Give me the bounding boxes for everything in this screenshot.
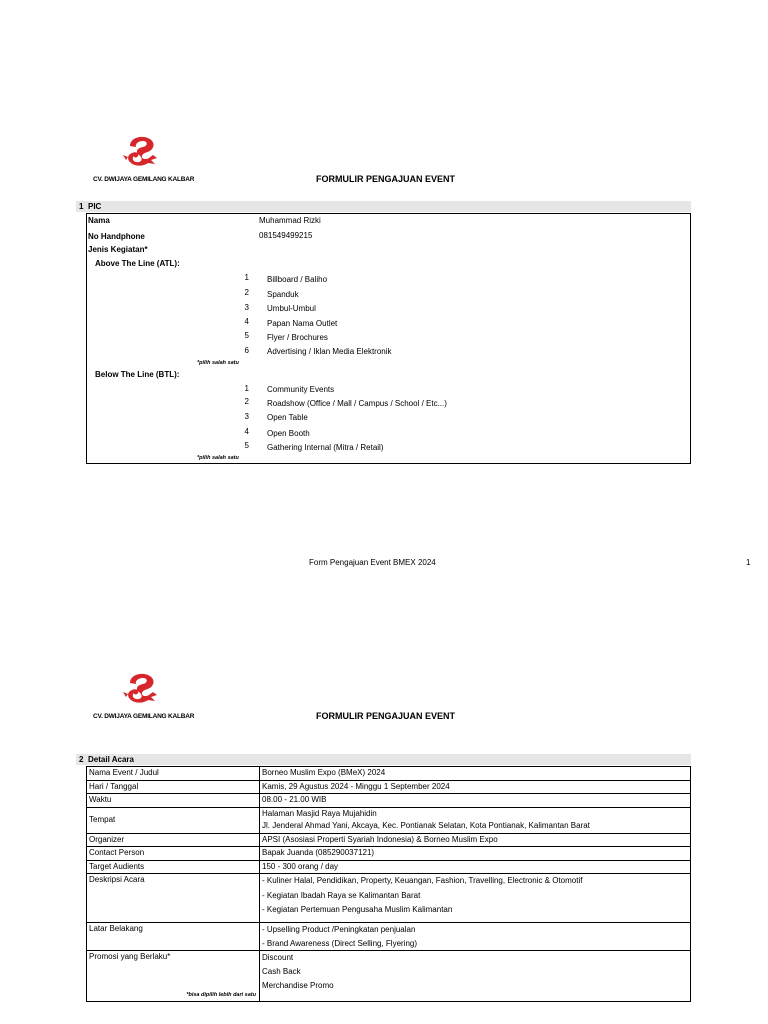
section-bar: [76, 201, 691, 212]
btl-note: *pilih salah satu: [197, 455, 239, 461]
atl-item[interactable]: Spanduk: [267, 290, 299, 299]
atl-item-number: 5: [244, 331, 249, 340]
company-logo-icon: [122, 136, 162, 170]
btl-item[interactable]: Community Events: [267, 385, 335, 394]
row-label: Latar Belakang: [87, 923, 260, 951]
atl-item-number: 4: [244, 317, 249, 326]
row-label: Nama Event / Judul: [87, 767, 260, 781]
row-label: Target Audients: [87, 860, 260, 874]
row-label: Waktu: [87, 794, 260, 808]
table-row: [87, 860, 691, 874]
btl-item-number: 5: [244, 441, 249, 450]
promosi-note: *bisa dipilih lebih dari satu: [186, 991, 256, 998]
table-row: [87, 807, 691, 833]
field-label: Jenis Kegiatan*: [88, 245, 148, 254]
table-row: [87, 874, 691, 923]
promosi-option: Discount: [262, 953, 294, 962]
field-label: Nama: [88, 216, 110, 225]
tempat-line: Jl. Jenderal Ahmad Yani, Akcaya, Kec. Pontianak Selatan, Kota Pontianak, Kalimantan Barat: [262, 821, 590, 830]
field-value-handphone[interactable]: 081549499215: [259, 231, 313, 240]
company-logo-icon: [122, 673, 162, 707]
promosi-option: Cash Back: [262, 967, 301, 976]
row-label: [87, 951, 260, 1002]
table-row: [87, 833, 691, 847]
row-label: [87, 807, 260, 833]
latar-line: - Upselling Product /Peningkatan penjualan: [262, 925, 416, 934]
section-bar: [76, 754, 691, 765]
row-label: [87, 874, 260, 923]
row-value[interactable]: [260, 923, 691, 951]
pic-box: [86, 213, 691, 464]
row-value[interactable]: 150 - 300 orang / day: [260, 860, 691, 874]
tempat-line: Halaman Masjid Raya Mujahidin: [262, 808, 377, 818]
atl-item-number: 2: [244, 288, 249, 297]
atl-item-number: 3: [244, 303, 249, 312]
page-number: 1: [746, 558, 751, 567]
latar-line: - Brand Awareness (Direct Selling, Flyering): [262, 938, 418, 948]
btl-item-number: 2: [244, 397, 249, 406]
row-label: Contact Person: [87, 847, 260, 861]
detail-table: [86, 766, 691, 1002]
row-value[interactable]: [260, 874, 691, 923]
table-row: [87, 780, 691, 794]
atl-item-number: 1: [244, 273, 249, 282]
btl-item-number: 3: [244, 412, 249, 421]
atl-item[interactable]: Flyer / Brochures: [267, 333, 328, 342]
row-label-text: Promosi yang Berlaku*: [89, 952, 171, 961]
btl-heading: Below The Line (BTL):: [95, 370, 180, 379]
table-row: [87, 951, 691, 1002]
atl-item-number: 6: [244, 346, 249, 355]
atl-heading: Above The Line (ATL):: [95, 259, 180, 268]
btl-item[interactable]: Open Table: [267, 413, 308, 422]
section-number: 2: [79, 755, 84, 764]
atl-item[interactable]: Papan Nama Outlet: [267, 319, 338, 328]
btl-item-number: 4: [244, 427, 249, 436]
btl-item[interactable]: Roadshow (Office / Mall / Campus / School / Etc...): [267, 399, 447, 408]
row-label: Hari / Tanggal: [87, 780, 260, 794]
promosi-option: Merchandise Promo: [262, 981, 334, 990]
page-footer: Form Pengajuan Event BMEX 2024: [309, 558, 436, 567]
btl-item[interactable]: Open Booth: [267, 429, 310, 438]
deskripsi-line: - Kegiatan Pertemuan Pengusaha Muslim Kalimantan: [262, 905, 453, 914]
atl-item[interactable]: Billboard / Baliho: [267, 275, 328, 284]
table-row: [87, 923, 691, 951]
btl-item[interactable]: Gathering Internal (Mitra / Retail): [267, 443, 384, 452]
row-value[interactable]: Bapak Juanda (085290037121): [260, 847, 691, 861]
field-value-nama[interactable]: Muhammad Rizki: [259, 216, 321, 225]
row-value[interactable]: [260, 807, 691, 833]
table-row: [87, 767, 691, 781]
form-title: FORMULIR PENGAJUAN EVENT: [316, 174, 456, 184]
section-title: PIC: [88, 202, 102, 211]
row-label: Organizer: [87, 833, 260, 847]
btl-item-number: 1: [244, 384, 249, 393]
row-value[interactable]: 08.00 - 21.00 WIB: [260, 794, 691, 808]
row-value[interactable]: APSI (Asosiasi Properti Syariah Indonesia) & Borneo Muslim Expo: [260, 833, 691, 847]
section-number: 1: [79, 202, 84, 211]
atl-item[interactable]: Advertising / Iklan Media Elektronik: [267, 347, 392, 356]
form-title: FORMULIR PENGAJUAN EVENT: [316, 711, 456, 721]
table-row: [87, 794, 691, 808]
section-title: Detail Acara: [88, 755, 134, 764]
field-label: No Handphone: [88, 232, 145, 241]
company-name: CV. DWIJAYA GEMILANG KALBAR: [93, 176, 195, 183]
atl-item[interactable]: Umbul-Umbul: [267, 304, 316, 313]
row-value[interactable]: [260, 951, 691, 1002]
row-label-text: Tempat: [89, 814, 116, 824]
company-name: CV. DWIJAYA GEMILANG KALBAR: [93, 713, 195, 720]
row-value[interactable]: Kamis, 29 Agustus 2024 - Minggu 1 September 2024: [260, 780, 691, 794]
row-value[interactable]: Borneo Muslim Expo (BMeX) 2024: [260, 767, 691, 781]
atl-note: *pilih salah satu: [197, 360, 239, 366]
deskripsi-line: - Kuliner Halal, Pendidikan, Property, Keuangan, Fashion, Travelling, Electronic & Otomotif: [262, 876, 583, 885]
deskripsi-line: - Kegiatan Ibadah Raya se Kalimantan Barat: [262, 890, 421, 900]
row-label-text: Deskripsi Acara: [89, 875, 145, 884]
table-row: [87, 847, 691, 861]
